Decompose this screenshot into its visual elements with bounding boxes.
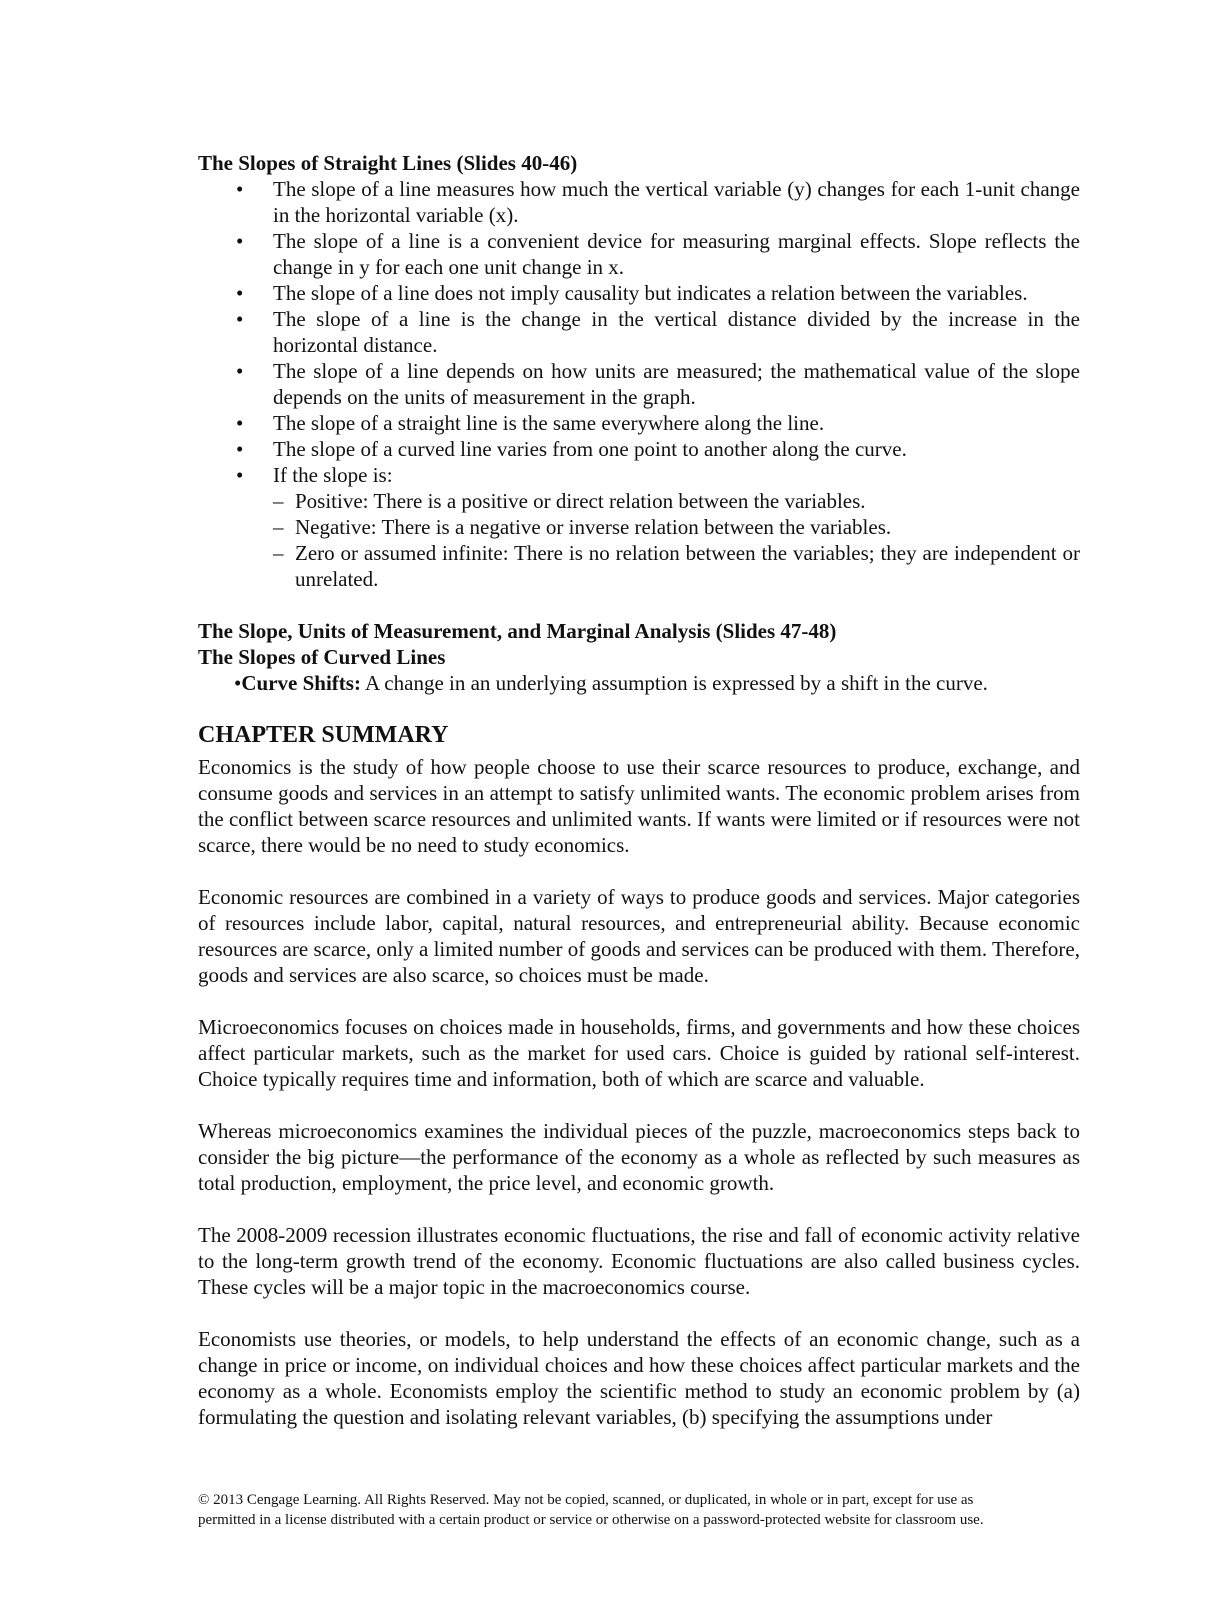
spacer — [198, 592, 1080, 618]
section-heading-marginal-analysis: The Slope, Units of Measurement, and Marginal Analysis (Slides 47-48) — [198, 619, 837, 643]
dash-icon: – — [273, 515, 284, 539]
section-heading-curved-lines: The Slopes of Curved Lines — [198, 645, 446, 669]
summary-paragraph: The 2008-2009 recession illustrates economic fluctuations, the rise and fall of economic activity relative to the long-term growth trend of the economy. Economic fluctuations are also called business cycles. These cycles will be a major topic in the macroeconomics course. — [198, 1223, 1080, 1299]
list-item — [198, 514, 1080, 540]
summary-paragraph: Economic resources are combined in a variety of ways to produce goods and services. Major categories of resources include labor, capital, natural resources, and entrepreneurial ability. Because economic resources are scarce, only a limited number of goods and services can be produced with them. Therefore, goods and services are also scarce, so choices must be made. — [198, 885, 1080, 987]
bullet-icon: • — [236, 359, 244, 383]
document-page — [198, 150, 1080, 1456]
section-heading-straight-lines: The Slopes of Straight Lines (Slides 40-46) — [198, 151, 578, 175]
slope-cases-list — [198, 488, 1080, 592]
bullet-icon: • — [236, 463, 244, 487]
list-item — [198, 358, 1080, 410]
curve-shifts-text: A change in an underlying assumption is expressed by a shift in the curve. — [360, 671, 988, 695]
bullet-text: The slope of a line is the change in the vertical distance divided by the increase in the horizontal distance. — [273, 307, 1080, 357]
summary-paragraph: Economics is the study of how people choose to use their scarce resources to produce, exchange, and consume goods and services in an attempt to satisfy unlimited wants. The economic problem arises from the conflict between scarce resources and unlimited wants. If wants were limited or if resources were not scarce, there would be no need to study economics. — [198, 755, 1080, 857]
bullet-icon: • — [236, 281, 244, 305]
footer-line: © 2013 Cengage Learning. All Rights Reserved. May not be copied, scanned, or duplicated, in whole or in part, except for use as — [198, 1492, 974, 1508]
sub-item-text: Positive: There is a positive or direct relation between the variables. — [295, 489, 866, 513]
bullet-icon: • — [236, 229, 244, 253]
list-item — [198, 462, 1080, 488]
footer-line: permitted in a license distributed with a certain product or service or otherwise on a password-protected website for classroom use. — [198, 1512, 984, 1528]
list-item — [198, 488, 1080, 514]
curve-shifts-item — [198, 670, 1080, 696]
straight-lines-bullet-list — [198, 176, 1080, 488]
chapter-summary-heading: CHAPTER SUMMARY — [198, 722, 449, 748]
bullet-text: The slope of a line does not imply causality but indicates a relation between the variables. — [273, 281, 1028, 305]
list-item — [198, 306, 1080, 358]
summary-paragraph: Whereas microeconomics examines the individual pieces of the puzzle, macroeconomics steps back to consider the big picture—the performance of the economy as a whole as reflected by such measures as total production, employment, the price level, and economic growth. — [198, 1119, 1080, 1195]
bullet-text: The slope of a straight line is the same everywhere along the line. — [273, 411, 825, 435]
bullet-icon: • — [236, 411, 244, 435]
list-item — [198, 176, 1080, 228]
list-item — [198, 228, 1080, 280]
dash-icon: – — [273, 541, 284, 565]
summary-paragraph: Microeconomics focuses on choices made in households, firms, and governments and how these choices affect particular markets, such as the market for used cars. Choice is guided by rational self-interest. Choice typically requires time and information, both of which are scarce and valuable. — [198, 1015, 1080, 1091]
bullet-icon: • — [234, 671, 242, 695]
bullet-text: The slope of a line depends on how units are measured; the mathematical value of the slope depends on the units of measurement in the graph. — [273, 359, 1080, 409]
bullet-text: The slope of a curved line varies from one point to another along the curve. — [273, 437, 907, 461]
dash-icon: – — [273, 489, 284, 513]
list-item — [198, 410, 1080, 436]
sub-item-text: Zero or assumed infinite: There is no relation between the variables; they are independent or unrelated. — [295, 541, 1080, 591]
bullet-icon: • — [236, 437, 244, 461]
summary-paragraph: Economists use theories, or models, to help understand the effects of an economic change, such as a change in price or income, on individual choices and how these choices affect particular markets and the economy as a whole. Economists employ the scientific method to study an economic problem by (a) formulating the question and isolating relevant variables, (b) specifying the assumptions under — [198, 1327, 1080, 1429]
bullet-text: The slope of a line is a convenient device for measuring marginal effects. Slope reflects the change in y for each one unit change in x. — [273, 229, 1080, 279]
list-item — [198, 280, 1080, 306]
bullet-icon: • — [236, 307, 244, 331]
bullet-icon: • — [236, 177, 244, 201]
list-item — [198, 436, 1080, 462]
list-item — [198, 540, 1080, 592]
copyright-footer — [198, 1490, 1068, 1530]
curve-shifts-label: Curve Shifts: — [241, 671, 361, 695]
sub-item-text: Negative: There is a negative or inverse relation between the variables. — [295, 515, 892, 539]
bullet-text: If the slope is: — [273, 463, 393, 487]
bullet-text: The slope of a line measures how much the vertical variable (y) changes for each 1-unit change in the horizontal variable (x). — [273, 177, 1080, 227]
